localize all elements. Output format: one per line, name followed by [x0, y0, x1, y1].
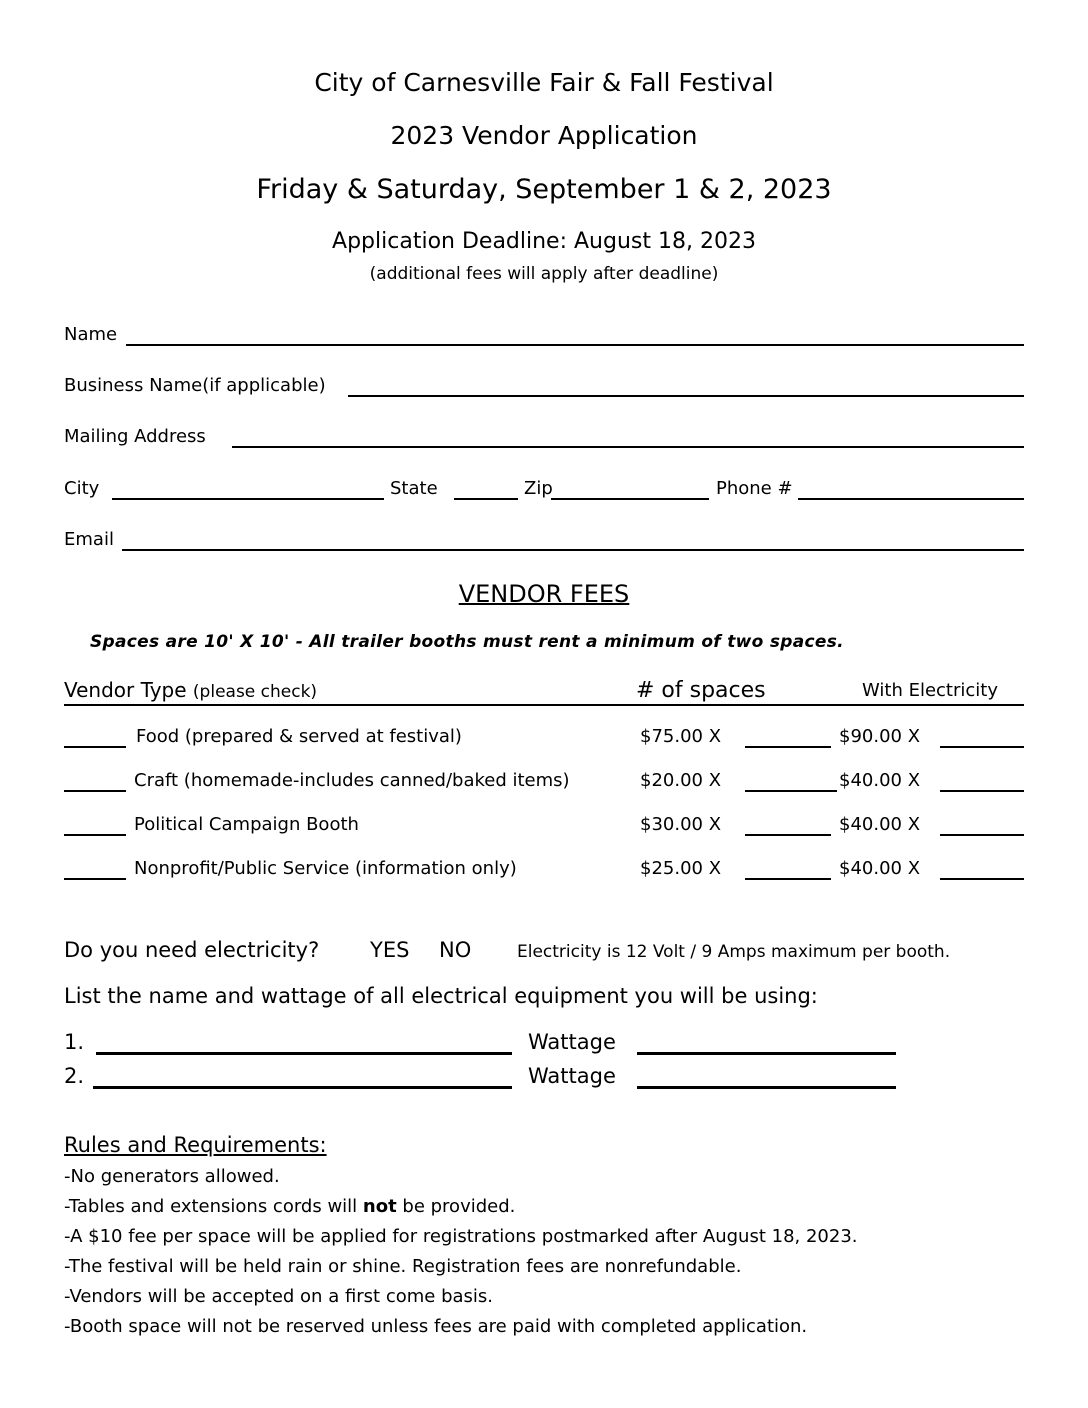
- vendor-type-food: Food (prepared & served at festival): [136, 726, 462, 747]
- food-price: $75.00 X: [640, 726, 722, 747]
- rule-item: -No generators allowed.: [64, 1166, 280, 1187]
- craft-spaces-field[interactable]: [745, 790, 837, 792]
- business-name-field[interactable]: [348, 395, 1024, 397]
- electricity-no-option[interactable]: NO: [439, 938, 472, 962]
- form-subtitle: 2023 Vendor Application: [390, 121, 698, 150]
- event-dates: Friday & Saturday, September 1 & 2, 2023: [256, 174, 832, 205]
- header-rule: [64, 704, 1024, 706]
- craft-checkbox[interactable]: [64, 790, 126, 792]
- vendor-type-craft: Craft (homemade-includes canned/baked items): [134, 770, 570, 791]
- state-label: State: [390, 478, 438, 499]
- business-name-label: Business Name(if applicable): [64, 375, 326, 396]
- equipment-2-name-field[interactable]: [93, 1086, 512, 1089]
- equipment-1-name-field[interactable]: [96, 1052, 512, 1055]
- equipment-1-number: 1.: [64, 1030, 85, 1054]
- craft-elec-price: $40.00 X: [839, 770, 921, 791]
- electricity-yes-option[interactable]: YES: [370, 938, 410, 962]
- craft-price: $20.00 X: [640, 770, 722, 791]
- phone-field[interactable]: [798, 498, 1024, 500]
- political-checkbox[interactable]: [64, 834, 126, 836]
- food-checkbox[interactable]: [64, 746, 126, 748]
- rule-item: -Booth space will not be reserved unless fees are paid with completed application.: [64, 1316, 808, 1337]
- nonprofit-elec-price: $40.00 X: [839, 858, 921, 879]
- email-label: Email: [64, 529, 114, 550]
- electricity-header: With Electricity: [862, 680, 999, 701]
- rule-item: -Tables and extensions cords will not be provided.: [64, 1196, 516, 1217]
- name-label: Name: [64, 324, 118, 345]
- mailing-address-label: Mailing Address: [64, 426, 206, 447]
- electricity-limit-note: Electricity is 12 Volt / 9 Amps maximum per booth.: [517, 942, 951, 962]
- vendor-type-political: Political Campaign Booth: [134, 814, 359, 835]
- vendor-fees-title: VENDOR FEES: [458, 580, 630, 608]
- rule-item: -A $10 fee per space will be applied for registrations postmarked after August 18, 2023.: [64, 1226, 858, 1247]
- zip-field[interactable]: [551, 498, 709, 500]
- city-label: City: [64, 478, 100, 499]
- equipment-2-wattage-label: Wattage: [528, 1064, 616, 1088]
- vendor-type-nonprofit: Nonprofit/Public Service (information only): [134, 858, 517, 879]
- nonprofit-price: $25.00 X: [640, 858, 722, 879]
- political-elec-price: $40.00 X: [839, 814, 921, 835]
- political-elec-spaces-field[interactable]: [940, 834, 1024, 836]
- space-size-note: Spaces are 10' X 10' - All trailer booths must rent a minimum of two spaces.: [90, 632, 844, 652]
- food-elec-price: $90.00 X: [839, 726, 921, 747]
- state-field[interactable]: [454, 498, 518, 500]
- rule-item: -The festival will be held rain or shine. Registration fees are nonrefundable.: [64, 1256, 742, 1277]
- political-price: $30.00 X: [640, 814, 722, 835]
- nonprofit-spaces-field[interactable]: [745, 878, 831, 880]
- craft-elec-spaces-field[interactable]: [940, 790, 1024, 792]
- electricity-question: Do you need electricity?: [64, 938, 320, 962]
- vendor-type-header: Vendor Type (please check): [64, 678, 318, 702]
- city-field[interactable]: [112, 498, 384, 500]
- rule-item: -Vendors will be accepted on a first come basis.: [64, 1286, 494, 1307]
- form-title: City of Carnesville Fair & Fall Festival: [314, 68, 774, 97]
- mailing-address-field[interactable]: [232, 446, 1024, 448]
- equipment-2-wattage-field[interactable]: [637, 1086, 896, 1089]
- equipment-list-prompt: List the name and wattage of all electrical equipment you will be using:: [64, 984, 818, 1008]
- deadline-note: (additional fees will apply after deadline): [369, 264, 719, 284]
- nonprofit-elec-spaces-field[interactable]: [940, 878, 1024, 880]
- food-spaces-field[interactable]: [745, 746, 831, 748]
- application-deadline: Application Deadline: August 18, 2023: [332, 229, 756, 254]
- political-spaces-field[interactable]: [745, 834, 831, 836]
- equipment-1-wattage-field[interactable]: [637, 1052, 896, 1055]
- phone-label: Phone #: [716, 478, 793, 499]
- food-elec-spaces-field[interactable]: [940, 746, 1024, 748]
- spaces-header: # of spaces: [636, 678, 766, 703]
- nonprofit-checkbox[interactable]: [64, 878, 126, 880]
- email-field[interactable]: [122, 549, 1024, 551]
- name-field[interactable]: [126, 344, 1024, 346]
- rules-title: Rules and Requirements:: [64, 1133, 327, 1157]
- zip-label: Zip: [524, 478, 553, 499]
- equipment-1-wattage-label: Wattage: [528, 1030, 616, 1054]
- equipment-2-number: 2.: [64, 1064, 85, 1088]
